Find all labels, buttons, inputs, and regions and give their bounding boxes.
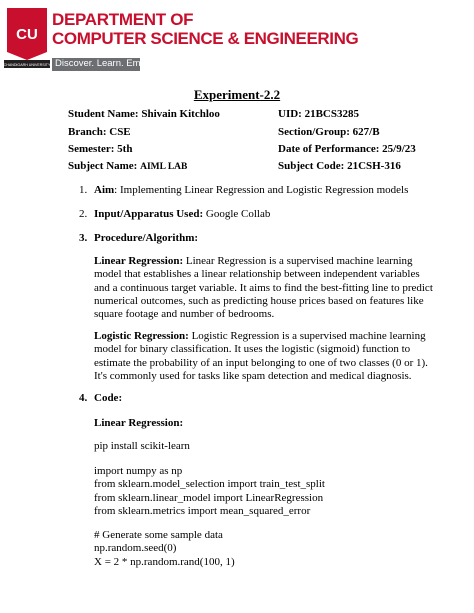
procedure-number: 3. (79, 232, 88, 244)
tagline: Discover. Learn. Empower. (55, 58, 169, 69)
subject-name-label: Subject Name: (68, 160, 141, 172)
department-title: DEPARTMENT OF (52, 10, 194, 29)
subject-code (278, 160, 401, 172)
linear-regression-label: Linear Regression: (94, 255, 184, 267)
code-line: from sklearn.model_selection import train_test_split (94, 478, 325, 491)
date-label: Date of Performance: (278, 143, 383, 155)
code-line: np.random.seed(0) (94, 542, 177, 555)
aim-number: 1. (79, 184, 88, 196)
semester (68, 143, 132, 155)
student-name (68, 108, 220, 120)
linear-regression-text: Linear Regression is a supervised machine learning model that establishes a linear relationship between independent variables and a continuous target variable. It aims to find the best-fitting line to predict numerical outcomes, such as predicting house prices based on features like square footage and number of bedrooms. (94, 255, 433, 321)
procedure-label: Procedure/Algorithm: (94, 232, 199, 244)
code-line: import numpy as np (94, 465, 183, 477)
semester-value: 5th (117, 143, 133, 155)
pip-install-line: pip install scikit-learn (94, 440, 190, 452)
department-subtitle: COMPUTER SCIENCE & ENGINEERING (52, 29, 359, 48)
aim-item (94, 184, 408, 196)
code-number: 4. (79, 392, 88, 404)
uid-label: UID: (278, 108, 305, 120)
logistic-regression-label: Logistic Regression: (94, 330, 189, 342)
apparatus-text: Google Collab (203, 208, 271, 220)
section-label: Section/Group: (278, 126, 353, 138)
code-line: X = 2 * np.random.rand(100, 1) (94, 555, 235, 568)
branch-label: Branch: (68, 126, 110, 138)
apparatus-item (94, 208, 270, 220)
date-value: 25/9/23 (382, 143, 416, 155)
section-value: 627/B (352, 126, 380, 138)
subject-code-value: 21CSH-316 (347, 160, 401, 172)
logo-text: CU (16, 26, 38, 43)
logistic-regression-paragraph (94, 330, 434, 383)
branch (68, 126, 131, 138)
branch-value: CSE (109, 126, 131, 138)
subject-name-value: AIML LAB (140, 162, 188, 172)
uid-value: 21BCS3285 (304, 108, 359, 120)
data-generation-block (94, 529, 235, 569)
apparatus-number: 2. (79, 208, 88, 220)
aim-text: : Implementing Linear Regression and Logistic Regression models (114, 184, 409, 196)
section-group (278, 126, 380, 138)
aim-label: Aim (94, 184, 115, 196)
student-name-label: Student Name: (68, 108, 142, 120)
apparatus-label: Input/Apparatus Used: (94, 208, 204, 220)
student-name-value: Shivain Kitchloo (141, 108, 220, 120)
code-heading: Linear Regression: (94, 417, 184, 429)
code-comment: # Generate some sample data (94, 529, 223, 541)
uid (278, 108, 359, 120)
code-line: from sklearn.linear_model import LinearRegression (94, 491, 324, 504)
date-of-performance (278, 143, 416, 155)
code-line: from sklearn.metrics import mean_squared_error (94, 504, 311, 517)
code-label: Code: (94, 392, 123, 404)
semester-label: Semester: (68, 143, 118, 155)
university-logo (4, 8, 50, 68)
experiment-title: Experiment-2.2 (193, 87, 281, 102)
logistic-regression-text: Logistic Regression is a supervised machine learning model for binary classification. It uses the logistic (sigmoid) function to estimate the probability of an input belonging to one of two classes (0 or 1). It's commonly used for tasks like spam detection and medical diagnosis. (94, 330, 428, 382)
logo-subtext: CHANDIGARH UNIVERSITY (4, 63, 50, 67)
import-block (94, 465, 325, 518)
subject-name (68, 160, 187, 172)
subject-code-label: Subject Code: (278, 160, 348, 172)
linear-regression-paragraph (94, 255, 434, 321)
